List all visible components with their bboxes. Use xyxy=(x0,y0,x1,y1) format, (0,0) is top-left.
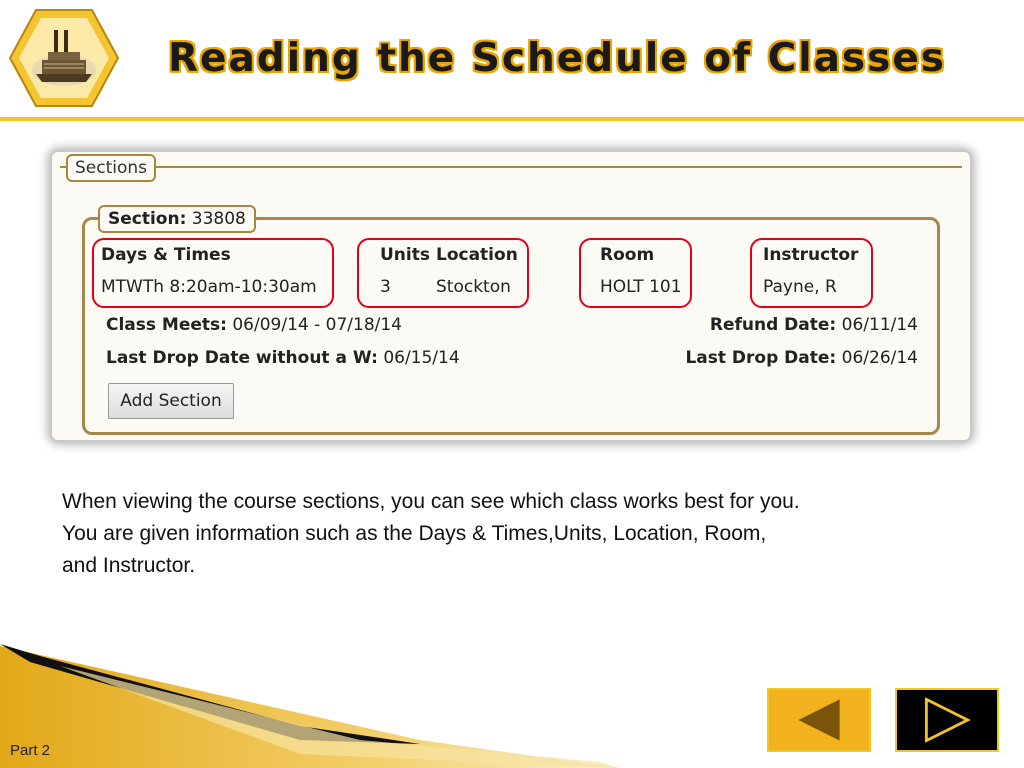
title-divider xyxy=(0,117,1024,121)
description-line-3-and: and xyxy=(62,554,98,577)
last-drop-date xyxy=(685,348,918,368)
next-slide-button[interactable] xyxy=(895,688,999,752)
description-line-3 xyxy=(62,550,992,582)
location-value: Stockton xyxy=(436,277,511,297)
page-title: Reading the Schedule of Classes xyxy=(168,36,947,81)
section-label: Section: xyxy=(108,209,187,229)
last-drop-without-w-value: 06/15/14 xyxy=(383,348,460,368)
right-triangle-icon xyxy=(897,690,997,750)
units-value: 3 xyxy=(380,277,391,297)
left-triangle-icon xyxy=(769,690,869,750)
refund-date xyxy=(710,315,918,335)
days-times-value: MTWTh 8:20am-10:30am xyxy=(101,277,317,297)
room-value: HOLT 101 xyxy=(600,277,682,297)
room-header: Room xyxy=(600,245,655,265)
refund-date-label: Refund Date: xyxy=(709,315,837,335)
section-number: 33808 xyxy=(191,209,246,229)
days-times-header: Days & Times xyxy=(101,245,231,265)
last-drop-without-w-label: Last Drop Date without a W: xyxy=(106,348,378,368)
footer-swoosh xyxy=(0,636,620,768)
last-drop-date-label: Last Drop Date: xyxy=(685,348,837,368)
description-line-1: When viewing the course sections, you can see which class works best for you. xyxy=(62,490,800,513)
description-paragraph xyxy=(62,486,992,582)
class-meets xyxy=(106,315,402,335)
add-section-button[interactable]: Add Section xyxy=(108,383,234,419)
steamboat-logo-icon xyxy=(8,8,120,108)
class-meets-value: 06/09/14 - 07/18/14 xyxy=(232,315,403,335)
last-drop-date-value: 06/26/14 xyxy=(841,348,918,368)
description-line-3-instructor: Instructor. xyxy=(102,554,196,577)
sections-divider xyxy=(60,166,962,168)
refund-date-value: 06/11/14 xyxy=(841,315,918,335)
location-header: Location xyxy=(436,245,518,265)
previous-slide-button[interactable] xyxy=(767,688,871,752)
units-header: Units xyxy=(380,245,430,265)
last-drop-without-w xyxy=(106,348,460,368)
part-label: Part 2 xyxy=(10,742,51,759)
description-line-2: You are given information such as the Days & Times,Units, Location, Room, xyxy=(62,522,767,545)
class-meets-label: Class Meets: xyxy=(106,315,227,335)
instructor-value: Payne, R xyxy=(763,277,837,297)
sections-legend: Sections xyxy=(66,154,156,182)
section-legend xyxy=(98,205,256,233)
instructor-header: Instructor xyxy=(763,245,859,265)
